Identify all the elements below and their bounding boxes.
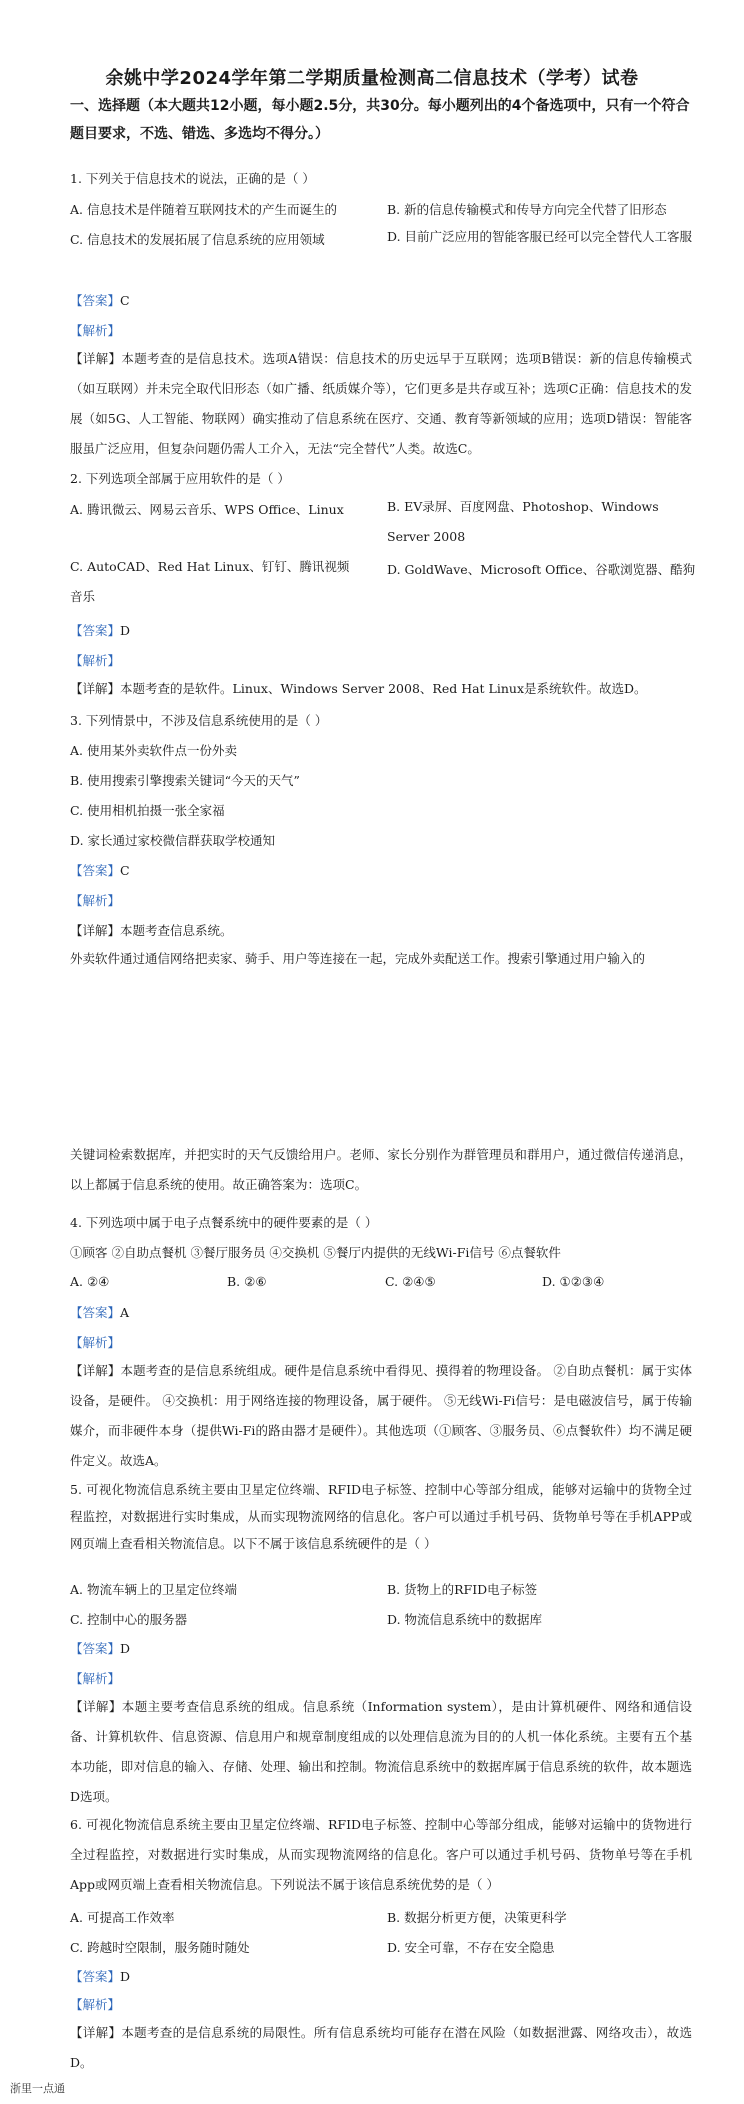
detail-label: 【详解】 — [70, 351, 122, 366]
q2-option-d: D. GoldWave、Microsoft Office、谷歌浏览器、酷狗 — [387, 562, 696, 577]
q5-detail-text: 本题主要考查信息系统的组成。信息系统（Information system），是由计算机硬件、网络和通信设备、计算机软件、信息资源、信息用户和规章制度组成的以处理信息流为目的的人机一体化系统。主要有五个基本功能，即对信息的输入、存储、处理、输出和控制。物流信息系统中的数据库属于信息系统的软件，故本题选D选项。 — [70, 1699, 692, 1804]
q4-answer — [70, 1304, 129, 1322]
q3-stem: 3. 下列情景中，不涉及信息系统使用的是（ ） — [70, 713, 328, 728]
q5-option-a: A. 物流车辆上的卫星定位终端 — [70, 1582, 237, 1597]
detail-label: 【详解】 — [70, 923, 121, 938]
q1-option-b: B. 新的信息传输模式和传导方向完全代替了旧形态 — [387, 202, 667, 217]
q2-answer-value: D — [120, 623, 131, 638]
q6-stem: 6. 可视化物流信息系统主要由卫星定位终端、RFID电子标签、控制中心等部分组成，能够对运输中的货物进行全过程监控，对数据进行实时集成，从而实现物流网络的信息化。客户可以通过手机号码、货物单号等在手机App或网页端上查看相关物流信息。下列说法不属于该信息系统优势的是（ ） — [70, 1817, 692, 1892]
q4-analysis-label: 【解析】 — [70, 1335, 121, 1350]
q2-answer — [70, 622, 130, 640]
q5-answer-value: D — [120, 1641, 131, 1656]
answer-label: 【答案】 — [70, 623, 121, 638]
q2-option-a: A. 腾讯微云、网易云音乐、WPS Office、Linux — [70, 502, 344, 517]
q5-stem: 5. 可视化物流信息系统主要由卫星定位终端、RFID电子标签、控制中心等部分组成，能够对运输中的货物全过程监控，对数据进行实时集成，从而实现物流网络的信息化。客户可以通过手机号码、货物单号等在手机APP或网页端上查看相关物流信息。以下不属于该信息系统硬件的是（ ） — [70, 1482, 692, 1551]
q1-answer — [70, 292, 130, 310]
answer-label: 【答案】 — [70, 863, 121, 878]
q4-option-c: C. ②④⑤ — [385, 1274, 436, 1289]
footer-watermark: 浙里一点通 — [10, 2082, 65, 2095]
detail-label: 【详解】 — [70, 681, 121, 696]
q1-stem: 1. 下列关于信息技术的说法，正确的是（ ） — [70, 171, 315, 186]
q5-option-c: C. 控制中心的服务器 — [70, 1612, 188, 1627]
q3-detail-text: 本题考查信息系统。 — [120, 923, 233, 938]
section-heading: 一、选择题（本大题共12小题，每小题2.5分，共30分。每小题列出的4个备选项中，只有一个符合题目要求，不选、错选、多选均不得分。） — [70, 98, 690, 142]
q4-items: ①顾客 ②自助点餐机 ③餐厅服务员 ④交换机 ⑤餐厅内提供的无线Wi-Fi信号 ⑥点餐软件 — [70, 1245, 561, 1260]
q3-option-c: C. 使用相机拍摄一张全家福 — [70, 803, 225, 818]
q4-answer-value: A — [120, 1305, 130, 1320]
q6-detail-text: 本题考查的是信息系统的局限性。所有信息系统均可能存在潜在风险（如数据泄露、网络攻击），故选D。 — [70, 2025, 692, 2070]
q1-option-c: C. 信息技术的发展拓展了信息系统的应用领域 — [70, 232, 325, 247]
q6-answer-value: D — [120, 1969, 131, 1984]
q5-analysis-label: 【解析】 — [70, 1671, 121, 1686]
q1-answer-value: C — [120, 293, 130, 308]
q6-option-d: D. 安全可靠，不存在安全隐患 — [387, 1940, 555, 1955]
q2-stem: 2. 下列选项全部属于应用软件的是（ ） — [70, 471, 290, 486]
page-title: 余姚中学2024学年第二学期质量检测高二信息技术（学考）试卷 — [105, 68, 639, 89]
q2-detail-text: 本题考查的是软件。Linux、Windows Server 2008、Red Hat Linux是系统软件。故选D。 — [120, 681, 647, 696]
detail-label: 【详解】 — [70, 2025, 122, 2040]
q4-detail — [70, 1356, 692, 1476]
q6-option-c: C. 跨越时空限制，服务随时随处 — [70, 1940, 250, 1955]
q2-analysis-label: 【解析】 — [70, 653, 121, 668]
q4-detail-text: 本题考查的是信息系统组成。硬件是信息系统中看得见、摸得着的物理设备。 ②自助点餐机：属于实体设备，是硬件。 ④交换机：用于网络连接的物理设备，属于硬件。 ⑤无线Wi-Fi信号：是电磁波信号，属于传输媒介，而非硬件本身（提供Wi-Fi的路由器才是硬件）。其他选项（①顾客、③服务员、⑥点餐软件）均不满足硬件定义。故选A。 — [70, 1363, 692, 1468]
q3-para-2: 关键词检索数据库，并把实时的天气反馈给用户。老师、家长分别作为群管理员和群用户，通过微信传递消息，以上都属于信息系统的使用。故正确答案为：选项C。 — [70, 1147, 692, 1192]
detail-label: 【详解】 — [70, 1363, 121, 1378]
q1-detail-text: 本题考查的是信息技术。选项A错误：信息技术的历史远早于互联网；选项B错误：新的信息传输模式（如互联网）并未完全取代旧形态（如广播、纸质媒介等），它们更多是共存或互补；选项C正确：信息技术的发展（如5G、人工智能、物联网）确实推动了信息系统在医疗、交通、教育等新领域的应用；选项D错误：智能客服虽广泛应用，但复杂问题仍需人工介入，无法“完全替代”人类。故选C。 — [70, 351, 692, 456]
q5-detail — [70, 1692, 692, 1812]
q2-option-c: C. AutoCAD、Red Hat Linux、钉钉、腾讯视频音乐 — [70, 559, 350, 604]
q2-option-b: B. EV录屏、百度网盘、Photoshop、Windows Server 2008 — [387, 499, 659, 544]
answer-label: 【答案】 — [70, 293, 121, 308]
q5-option-d: D. 物流信息系统中的数据库 — [387, 1612, 543, 1627]
q6-answer — [70, 1968, 130, 1986]
answer-label: 【答案】 — [70, 1305, 121, 1320]
q4-option-d: D. ①②③④ — [542, 1274, 605, 1289]
q1-option-a: A. 信息技术是伴随着互联网技术的产生而诞生的 — [70, 202, 337, 217]
q4-option-b: B. ②⑥ — [227, 1274, 267, 1289]
q2-detail — [70, 674, 692, 704]
q1-detail — [70, 344, 692, 464]
answer-label: 【答案】 — [70, 1641, 121, 1656]
q3-answer — [70, 862, 130, 880]
q5-option-b: B. 货物上的RFID电子标签 — [387, 1582, 538, 1597]
q1-option-d: D. 目前广泛应用的智能客服已经可以完全替代人工客服 — [387, 229, 693, 244]
q3-answer-value: C — [120, 863, 130, 878]
detail-label: 【详解】 — [70, 1699, 122, 1714]
q6-option-b: B. 数据分析更方便，决策更科学 — [387, 1910, 567, 1925]
q3-option-a: A. 使用某外卖软件点一份外卖 — [70, 743, 237, 758]
q3-para-1: 外卖软件通过通信网络把卖家、骑手、用户等连接在一起，完成外卖配送工作。搜索引擎通过用户输入的 — [70, 951, 646, 966]
q3-detail — [70, 922, 233, 940]
q6-detail — [70, 2018, 692, 2078]
q4-option-a: A. ②④ — [70, 1274, 110, 1289]
q1-analysis-label: 【解析】 — [70, 323, 121, 338]
q4-stem: 4. 下列选项中属于电子点餐系统中的硬件要素的是（ ） — [70, 1215, 378, 1230]
q3-option-b: B. 使用搜索引擎搜索关键词“今天的天气” — [70, 773, 300, 788]
answer-label: 【答案】 — [70, 1969, 121, 1984]
q3-analysis-label: 【解析】 — [70, 893, 121, 908]
q6-option-a: A. 可提高工作效率 — [70, 1910, 175, 1925]
q3-option-d: D. 家长通过家校微信群获取学校通知 — [70, 833, 276, 848]
q5-answer — [70, 1640, 130, 1658]
q6-analysis-label: 【解析】 — [70, 1997, 121, 2012]
